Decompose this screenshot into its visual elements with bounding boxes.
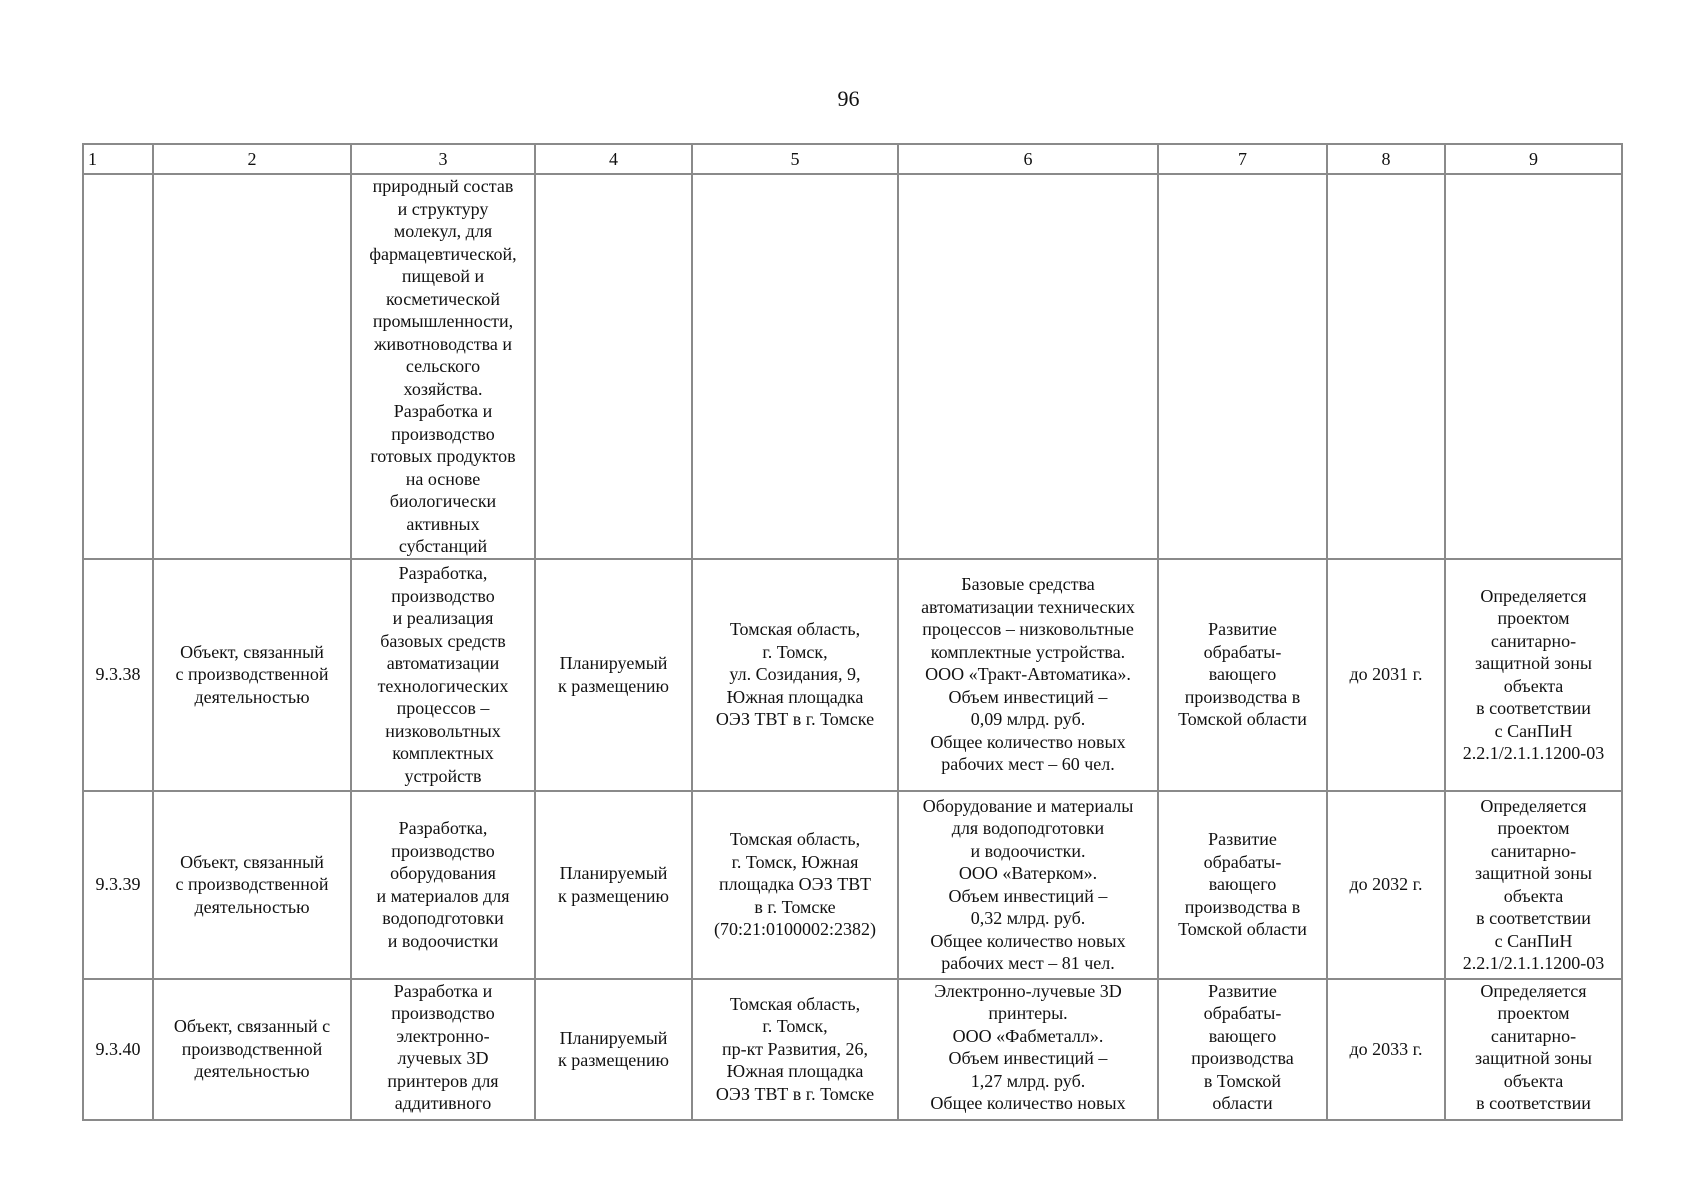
deadline-cell: до 2033 г. xyxy=(1327,979,1445,1120)
object-type-cell: Объект, связанный с производственной деятельностью xyxy=(153,559,351,791)
justification-cell: Развитие обрабаты- вающего производства в Томской области xyxy=(1158,791,1327,979)
column-header: 4 xyxy=(535,144,692,174)
row-number-cell: 9.3.40 xyxy=(83,979,153,1120)
zone-cell xyxy=(1445,174,1622,559)
table-row xyxy=(83,174,1622,559)
characteristics-cell: Базовые средства автоматизации технических процессов – низковольтные комплектные устройства. ООО «Тракт-Автоматика». Объем инвестиций – 0,09 млрд. руб. Общее количество новых рабочих мест – 60 чел. xyxy=(898,559,1158,791)
column-header: 5 xyxy=(692,144,898,174)
column-header: 8 xyxy=(1327,144,1445,174)
status-cell xyxy=(535,174,692,559)
table-row xyxy=(83,979,1622,1120)
justification-cell xyxy=(1158,174,1327,559)
column-header: 2 xyxy=(153,144,351,174)
purpose-cell: Разработка, производство оборудования и материалов для водоподготовки и водоочистки xyxy=(351,791,535,979)
deadline-cell: до 2032 г. xyxy=(1327,791,1445,979)
page-number: 96 xyxy=(837,86,860,111)
location-cell: Томская область, г. Томск, Южная площадка ОЭЗ ТВТ в г. Томске (70:21:0100002:2382) xyxy=(692,791,898,979)
status-cell: Планируемый к размещению xyxy=(535,791,692,979)
purpose-cell: природный состав и структуру молекул, для фармацевтической, пищевой и косметической промышленности, животноводства и сельского хозяйства. Разработка и производство готовых продуктов на основе биологически активных субстанций xyxy=(351,174,535,559)
characteristics-cell xyxy=(898,174,1158,559)
object-type-cell: Объект, связанный с производственной деятельностью xyxy=(153,791,351,979)
planning-table xyxy=(82,143,1623,1121)
zone-cell: Определяется проектом санитарно- защитной зоны объекта в соответствии xyxy=(1445,979,1622,1120)
location-cell xyxy=(692,174,898,559)
deadline-cell xyxy=(1327,174,1445,559)
status-cell: Планируемый к размещению xyxy=(535,559,692,791)
object-type-cell xyxy=(153,174,351,559)
characteristics-cell: Электронно-лучевые 3D принтеры. ООО «Фабметалл». Объем инвестиций – 1,27 млрд. руб. Общее количество новых xyxy=(898,979,1158,1120)
column-header: 9 xyxy=(1445,144,1622,174)
table-header-row xyxy=(83,144,1622,174)
column-header: 6 xyxy=(898,144,1158,174)
table-row xyxy=(83,791,1622,979)
status-cell: Планируемый к размещению xyxy=(535,979,692,1120)
deadline-cell: до 2031 г. xyxy=(1327,559,1445,791)
row-number-cell: 9.3.38 xyxy=(83,559,153,791)
characteristics-cell: Оборудование и материалы для водоподготовки и водоочистки. ООО «Ватерком». Объем инвестиций – 0,32 млрд. руб. Общее количество новых рабочих мест – 81 чел. xyxy=(898,791,1158,979)
column-header: 7 xyxy=(1158,144,1327,174)
purpose-cell: Разработка и производство электронно- лучевых 3D принтеров для аддитивного xyxy=(351,979,535,1120)
object-type-cell: Объект, связанный с производственной деятельностью xyxy=(153,979,351,1120)
justification-cell: Развитие обрабаты- вающего производства в Томской области xyxy=(1158,559,1327,791)
column-header: 1 xyxy=(83,144,153,174)
location-cell: Томская область, г. Томск, ул. Созидания, 9, Южная площадка ОЭЗ ТВТ в г. Томске xyxy=(692,559,898,791)
row-number-cell: 9.3.39 xyxy=(83,791,153,979)
purpose-cell: Разработка, производство и реализация базовых средств автоматизации технологических процессов – низковольтных комплектных устройств xyxy=(351,559,535,791)
zone-cell: Определяется проектом санитарно- защитной зоны объекта в соответствии с СанПиН 2.2.1/2.1.1.1200-03 xyxy=(1445,791,1622,979)
table-row xyxy=(83,559,1622,791)
location-cell: Томская область, г. Томск, пр-кт Развития, 26, Южная площадка ОЭЗ ТВТ в г. Томске xyxy=(692,979,898,1120)
row-number-cell xyxy=(83,174,153,559)
column-header: 3 xyxy=(351,144,535,174)
zone-cell: Определяется проектом санитарно- защитной зоны объекта в соответствии с СанПиН 2.2.1/2.1.1.1200-03 xyxy=(1445,559,1622,791)
justification-cell: Развитие обрабаты- вающего производства в Томской области xyxy=(1158,979,1327,1120)
